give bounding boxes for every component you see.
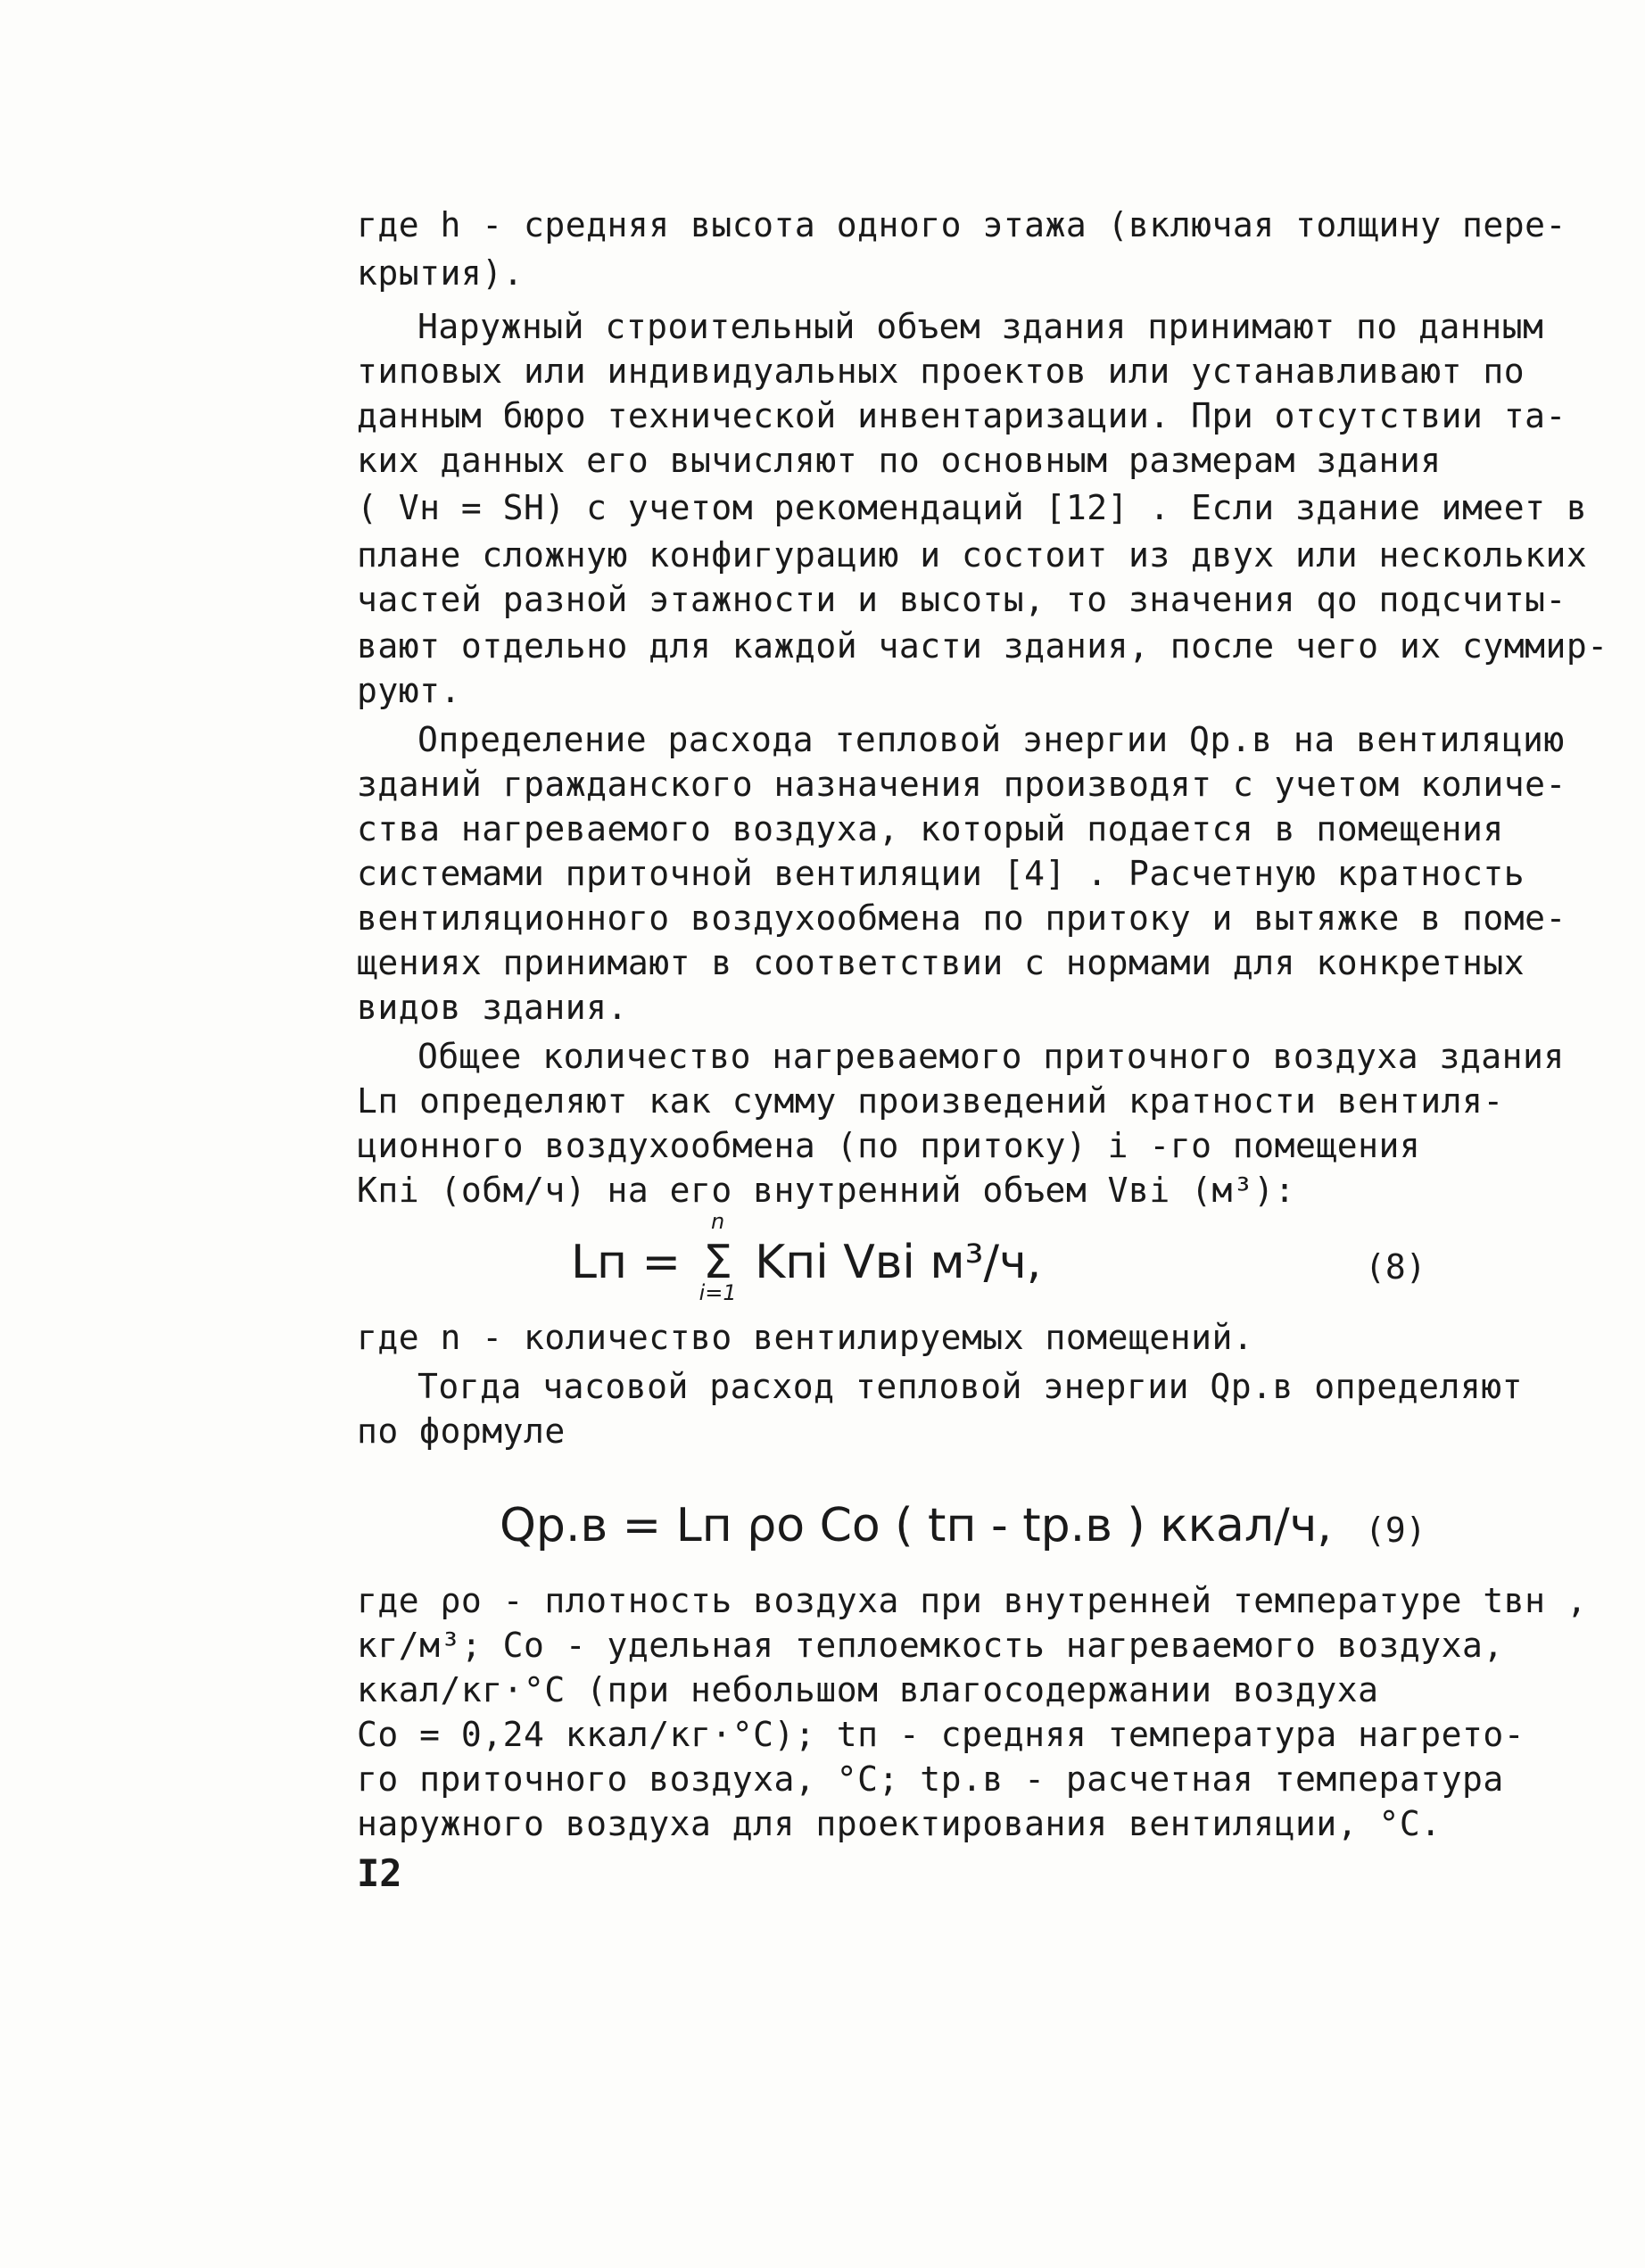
formula-8-body: Kпi Vвi м³/ч, bbox=[755, 1236, 1042, 1289]
text-line: ( Vн = SH) с учетом рекомендаций [12] . Если здание имеет в bbox=[357, 488, 1588, 527]
page-number: I2 bbox=[357, 1851, 402, 1895]
text-line: где ρo - плотность воздуха при внутренней температуре tвн , bbox=[357, 1581, 1588, 1620]
text-line: данным бюро технической инвентаризации. При отсутствии та- bbox=[357, 396, 1566, 435]
text-line: Kпi (обм/ч) на его внутренний объем Vвi (м³): bbox=[357, 1171, 1296, 1210]
text-line: го приточного воздуха, °С; tр.в - расчетная температура bbox=[357, 1759, 1504, 1799]
text-line: зданий гражданского назначения производят с учетом количе- bbox=[357, 765, 1566, 804]
text-line: Lп определяют как сумму произведений кратности вентиля- bbox=[357, 1081, 1504, 1121]
text-line: системами приточной вентиляции [4] . Расчетную кратность bbox=[357, 854, 1525, 893]
sum-symbol: Σ n i=1 bbox=[696, 1236, 740, 1289]
text-line: Co = 0,24 ккал/кг·°С); tп - средняя температура нагрето- bbox=[357, 1715, 1525, 1754]
formula-8 bbox=[571, 1209, 1042, 1305]
text-line: частей разной этажности и высоты, то значения qo подсчиты- bbox=[357, 580, 1566, 619]
text-line: руют. bbox=[357, 671, 461, 710]
text-line: Определение расхода тепловой энергии Qр.в на вентиляцию bbox=[417, 720, 1565, 759]
text-line: вают отдельно для каждой части здания, после чего их суммир- bbox=[357, 626, 1608, 666]
text-line: ких данных его вычисляют по основным размерам здания bbox=[357, 441, 1442, 480]
text-line: Тогда часовой расход тепловой энергии Qр.в определяют bbox=[417, 1367, 1524, 1406]
formula-8-lhs: Lп = bbox=[571, 1236, 682, 1289]
equation-number-8: (8) bbox=[1365, 1247, 1426, 1287]
sum-lower-limit: i=1 bbox=[699, 1280, 737, 1305]
text-line: кг/м³; Co - удельная теплоемкость нагреваемого воздуха, bbox=[357, 1626, 1504, 1665]
text-line: по формуле bbox=[357, 1411, 566, 1451]
text-line: видов здания. bbox=[357, 988, 628, 1027]
text-line: Общее количество нагреваемого приточного воздуха здания bbox=[417, 1037, 1565, 1076]
text-line: ства нагреваемого воздуха, который подается в помещения bbox=[357, 809, 1504, 848]
text-line: плане сложную конфигурацию и состоит из двух или нескольких bbox=[357, 535, 1588, 575]
text-line: ционного воздухообмена (по притоку) i -го помещения bbox=[357, 1126, 1421, 1165]
text-line: где n - количество вентилируемых помещений. bbox=[357, 1318, 1254, 1357]
formula-9: Qр.в = Lп ρo Co ( tп - tр.в ) ккал/ч, bbox=[500, 1499, 1332, 1552]
text-line: Наружный строительный объем здания принимают по данным bbox=[417, 307, 1544, 346]
sum-upper-limit: n bbox=[711, 1209, 725, 1234]
text-line: крытия). bbox=[357, 253, 525, 293]
text-line: щениях принимают в соответствии с нормами для конкретных bbox=[357, 943, 1525, 982]
text-line: типовых или индивидуальных проектов или устанавливают по bbox=[357, 352, 1525, 391]
text-line: вентиляционного воздухообмена по притоку и вытяжке в поме- bbox=[357, 898, 1566, 938]
text-line: наружного воздуха для проектирования вентиляции, °С. bbox=[357, 1804, 1442, 1843]
equation-number-9: (9) bbox=[1365, 1511, 1426, 1550]
text-line: где h - средняя высота одного этажа (включая толщину пере- bbox=[357, 205, 1566, 244]
text-line: ккал/кг·°С (при небольшом влагосодержании воздуха bbox=[357, 1670, 1379, 1709]
